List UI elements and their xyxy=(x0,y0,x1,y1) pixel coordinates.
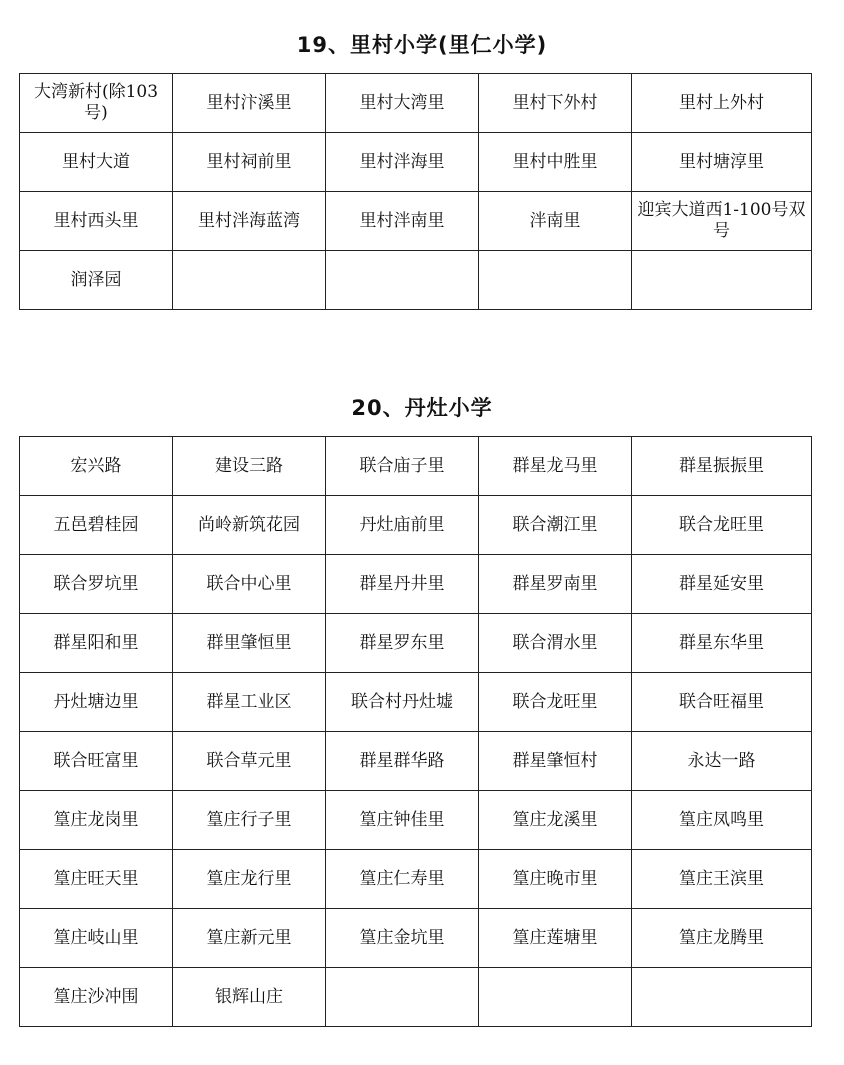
table-cell: 联合草元里 xyxy=(173,732,326,791)
table-cell: 篁庄莲塘里 xyxy=(479,909,632,968)
section-19-title: 19、里村小学(里仁小学) xyxy=(296,33,548,57)
table-cell: 丹灶塘边里 xyxy=(20,673,173,732)
table-cell: 群星群华路 xyxy=(326,732,479,791)
table-cell: 迎宾大道西1-100号双号 xyxy=(632,192,812,251)
table-cell: 篁庄王滨里 xyxy=(632,850,812,909)
table-cell: 里村下外村 xyxy=(479,74,632,133)
table-cell: 群星罗东里 xyxy=(326,614,479,673)
table-cell xyxy=(173,251,326,310)
table-cell: 篁庄仁寿里 xyxy=(326,850,479,909)
table-cell: 联合庙子里 xyxy=(326,437,479,496)
table-cell: 篁庄龙岗里 xyxy=(20,791,173,850)
table-cell: 丹灶庙前里 xyxy=(326,496,479,555)
table-cell: 尚岭新筑花园 xyxy=(173,496,326,555)
table-cell: 联合潮江里 xyxy=(479,496,632,555)
table-cell: 群星肇恒村 xyxy=(479,732,632,791)
table-cell: 里村上外村 xyxy=(632,74,812,133)
table-cell: 篁庄行子里 xyxy=(173,791,326,850)
table-row xyxy=(20,791,812,850)
table-cell: 篁庄钟佳里 xyxy=(326,791,479,850)
table-cell: 里村泮海蓝湾 xyxy=(173,192,326,251)
table-cell: 联合罗坑里 xyxy=(20,555,173,614)
table-cell: 联合渭水里 xyxy=(479,614,632,673)
table-cell: 篁庄金坑里 xyxy=(326,909,479,968)
table-cell: 里村西头里 xyxy=(20,192,173,251)
table-cell: 篁庄沙冲围 xyxy=(20,968,173,1027)
table-cell: 里村泮南里 xyxy=(326,192,479,251)
section-20-title: 20、丹灶小学 xyxy=(351,396,493,420)
table-cell: 篁庄岐山里 xyxy=(20,909,173,968)
table-cell: 篁庄晚市里 xyxy=(479,850,632,909)
table-cell: 篁庄新元里 xyxy=(173,909,326,968)
table-cell: 群里肇恒里 xyxy=(173,614,326,673)
table-row xyxy=(20,968,812,1027)
table-cell: 银辉山庄 xyxy=(173,968,326,1027)
table-cell: 群星工业区 xyxy=(173,673,326,732)
table-cell: 永达一路 xyxy=(632,732,812,791)
table-row xyxy=(20,673,812,732)
section-19-table xyxy=(19,73,812,310)
table-row xyxy=(20,614,812,673)
table-cell: 里村大道 xyxy=(20,133,173,192)
table-cell: 里村泮海里 xyxy=(326,133,479,192)
table-cell: 篁庄龙溪里 xyxy=(479,791,632,850)
table-cell: 泮南里 xyxy=(479,192,632,251)
table-row xyxy=(20,74,812,133)
table-row xyxy=(20,850,812,909)
table-row xyxy=(20,909,812,968)
table-cell: 群星振振里 xyxy=(632,437,812,496)
table-cell: 篁庄龙腾里 xyxy=(632,909,812,968)
table-cell: 篁庄龙行里 xyxy=(173,850,326,909)
table-cell: 群星阳和里 xyxy=(20,614,173,673)
table-cell: 联合村丹灶墟 xyxy=(326,673,479,732)
table-cell xyxy=(479,251,632,310)
table-cell: 里村祠前里 xyxy=(173,133,326,192)
table-cell: 五邑碧桂园 xyxy=(20,496,173,555)
table-cell: 里村中胜里 xyxy=(479,133,632,192)
table-cell: 篁庄凤鸣里 xyxy=(632,791,812,850)
table-row xyxy=(20,555,812,614)
table-cell: 里村塘淳里 xyxy=(632,133,812,192)
table-cell: 群星罗南里 xyxy=(479,555,632,614)
table-row xyxy=(20,437,812,496)
table-cell: 群星东华里 xyxy=(632,614,812,673)
table-cell: 联合龙旺里 xyxy=(479,673,632,732)
table-cell: 篁庄旺天里 xyxy=(20,850,173,909)
table-cell: 联合旺福里 xyxy=(632,673,812,732)
table-row xyxy=(20,251,812,310)
table-cell: 里村汴溪里 xyxy=(173,74,326,133)
table-cell: 里村大湾里 xyxy=(326,74,479,133)
table-cell: 宏兴路 xyxy=(20,437,173,496)
table-cell: 联合旺富里 xyxy=(20,732,173,791)
table-cell: 联合中心里 xyxy=(173,555,326,614)
table-cell xyxy=(632,251,812,310)
table-row xyxy=(20,732,812,791)
table-cell: 联合龙旺里 xyxy=(632,496,812,555)
table-cell xyxy=(326,968,479,1027)
table-row xyxy=(20,496,812,555)
section-20-table xyxy=(19,436,812,1027)
table-cell xyxy=(326,251,479,310)
table-cell: 大湾新村(除103号) xyxy=(20,74,173,133)
table-cell: 群星延安里 xyxy=(632,555,812,614)
table-cell: 润泽园 xyxy=(20,251,173,310)
table-cell xyxy=(479,968,632,1027)
table-row xyxy=(20,192,812,251)
table-cell: 群星龙马里 xyxy=(479,437,632,496)
table-cell: 建设三路 xyxy=(173,437,326,496)
table-cell: 群星丹井里 xyxy=(326,555,479,614)
table-cell xyxy=(632,968,812,1027)
table-row xyxy=(20,133,812,192)
